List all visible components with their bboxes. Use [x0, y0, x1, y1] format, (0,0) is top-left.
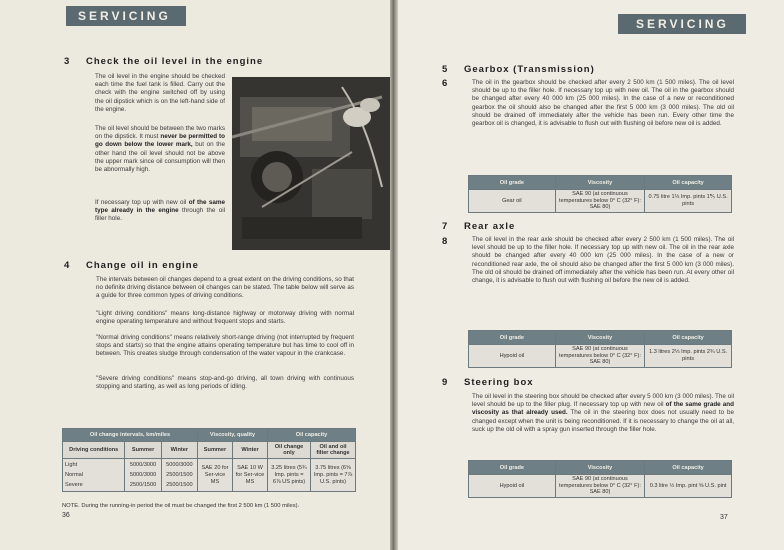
viscosity-summer: SAE 20 for Ser-vice MS	[198, 459, 233, 492]
interval-value: 2500/1500	[166, 482, 193, 488]
item-label: 8	[442, 236, 449, 247]
header-viscosity: Viscosity	[555, 176, 644, 190]
section-number: 5	[442, 64, 449, 75]
rear-axle-oil-table	[468, 330, 732, 368]
warning-text: never be permitted to go down below the lower mark,	[95, 133, 225, 149]
header-oil-grade: Oil grade	[469, 331, 556, 345]
section-number: 4	[64, 260, 71, 271]
page-number: 36	[62, 512, 70, 519]
section-heading-gearbox	[442, 64, 595, 75]
header-summer: Summer	[125, 442, 161, 459]
table-row	[469, 475, 732, 498]
condition-severe: Severe	[65, 482, 83, 488]
section-heading-steering-box	[442, 377, 534, 388]
header-winter: Winter	[233, 442, 268, 459]
emphasis-text: of the same type already in the engine	[95, 199, 225, 215]
text: through the oil filler hole.	[95, 207, 226, 223]
item-label: 6	[442, 78, 449, 89]
interval-value: 2500/1500	[166, 472, 193, 478]
header-viscosity: Viscosity	[555, 331, 644, 345]
interval-value: 5000/3000	[129, 472, 157, 478]
condition-light: Light	[65, 462, 78, 468]
paragraph: "Normal driving conditions" means relatively short-range driving (not interrupted by frequent stops and starts) so that the engine attains operating temperature but has time to cool off in between. This creates sludge through condensation of the water vapour in the crankcase.	[96, 334, 354, 358]
page-header-banner: SERVICING	[618, 14, 746, 34]
header-intervals: Oil change intervals, km/miles	[63, 429, 198, 442]
engine-photo	[232, 77, 390, 250]
left-page	[0, 0, 390, 550]
capacity-oil-filter-change: 3.75 litres (6⅝ Imp. pints = 7⅞ U.S. pints)	[311, 459, 356, 492]
header-winter: Winter	[161, 442, 197, 459]
viscosity-value: SAE 90 (at continuous temperatures below 0° C (32° F): SAE 80)	[555, 190, 644, 213]
header-oil-capacity: Oil capacity	[645, 176, 732, 190]
right-page	[398, 0, 784, 550]
oil-grade: Hypoid oil	[469, 475, 556, 498]
viscosity-value: SAE 90 (at continuous temperatures below 0° C (32° F): SAE 80)	[555, 475, 644, 498]
running-in-note: NOTE. During the running-in period the oil must be changed the first 2 500 km (1 500 miles).	[62, 503, 300, 509]
emphasis-text: of the same grade and viscosity as that already used.	[472, 401, 735, 417]
table-row	[469, 345, 732, 368]
header-viscosity: Viscosity	[555, 461, 644, 475]
paragraph	[95, 125, 225, 174]
section-title: Gearbox (Transmission)	[464, 64, 595, 75]
capacity-value: 0.75 litre 1⅓ Imp. pints 1⅗ U.S. pints	[645, 190, 732, 213]
paragraph: "Severe driving conditions" means stop-and-go driving, all town driving with continuous stopping and starting, as well as long periods of idling.	[96, 375, 354, 391]
text: The oil level in the steering box should be checked after every 5 000 km (3 000 miles). The oil level should be up to the filler plug. If necessary top up with new oil	[472, 393, 734, 409]
header-oil-filter-change: Oil and oil filter change	[311, 442, 356, 459]
text: but on the other hand the oil level should not be above the upper mark since oil consumption will then be abnormally high.	[95, 141, 226, 174]
oil-change-table	[62, 428, 356, 492]
section-title: Check the oil level in the engine	[86, 56, 264, 67]
paragraph: "Light driving conditions" means long-distance highway or motorway driving with normal engine operating temperature and without frequent stops and starts.	[96, 310, 354, 326]
header-oil-capacity: Oil capacity	[645, 461, 732, 475]
header-viscosity: Viscosity, quality	[198, 429, 268, 442]
header-oil-grade: Oil grade	[469, 461, 556, 475]
gear-oil-table	[468, 175, 732, 213]
interval-value: 5000/3000	[129, 462, 157, 468]
condition-normal: Normal	[65, 472, 84, 478]
paragraph: The oil level in the engine should be checked each time the fuel tank is filled. Carry out the check with the engine switched off by using the oil dipstick which is on the left-hand side of the engine.	[95, 73, 225, 113]
text: If necessary top up with new oil	[95, 199, 187, 206]
header-summer: Summer	[198, 442, 233, 459]
section-title: Rear axle	[464, 221, 516, 232]
paragraph: The oil in the gearbox should be checked after every 2 500 km (1 500 miles). The oil level should be up to the filler hole. If necessary top up with new oil. The oil in the gearbox should be changed after every 40 000 km (25 000 miles). In the case of a new or reconditioned gearbox the oil should also be changed after the first 5 000 km (3 000 miles). The old oil should be drained off immediately after the vehicle has been run. Every other time the gearbox oil is changed, it is advisable to flush out with flushing oil before new oil is added.	[472, 79, 734, 128]
text: The oil level should be between the two marks on the dipstick. It must	[95, 125, 225, 141]
interval-value: 2500/1500	[129, 482, 157, 488]
section-heading-check-oil	[64, 56, 263, 67]
viscosity-value: SAE 90 (at continuous temperatures below 0° C (32° F): SAE 80)	[555, 345, 644, 368]
book-spine	[390, 0, 398, 550]
section-title: Change oil in engine	[86, 260, 199, 271]
page-header-banner: SERVICING	[66, 6, 186, 26]
capacity-value: 1.3 litres 2⅓ Imp. pints 2¾ U.S. pints	[645, 345, 732, 368]
section-heading-rear-axle	[442, 221, 515, 232]
section-title: Steering box	[464, 377, 534, 388]
capacity-value: 0.3 litre ½ Imp. pint ⅝ U.S. pint	[645, 475, 732, 498]
paragraph	[472, 393, 734, 434]
steering-box-oil-table	[468, 460, 732, 498]
engine-bay-illustration	[232, 77, 390, 250]
section-number: 7	[442, 221, 449, 232]
paragraph: The intervals between oil changes depend to a great extent on the driving conditions, so that no definite driving distance between oil changes can be stated. The table below will serve as a guide for three common types of driving conditions.	[96, 276, 354, 300]
page-number: 37	[720, 514, 728, 521]
table-row	[63, 459, 356, 492]
header-oil-change: Oil change only	[268, 442, 311, 459]
oil-grade: Hypoid oil	[469, 345, 556, 368]
section-heading-change-oil	[64, 260, 199, 271]
header-oil-grade: Oil grade	[469, 176, 556, 190]
header-driving: Driving conditions	[63, 442, 125, 459]
table-row	[469, 190, 732, 213]
section-number: 3	[64, 56, 71, 67]
interval-value: 5000/3000	[166, 462, 193, 468]
section-number: 9	[442, 377, 449, 388]
paragraph: The oil level in the rear axle should be checked after every 2 500 km (1 500 miles). The oil level should be up to the filler hole. If necessary top up with new oil. The oil in the rear axle should be changed after every 40 000 km (25 000 miles). In the case of a new or reconditioned rear axle, the oil should also be changed after the first 5 000 km (3 000 miles). The old oil should be drained off immediately after the vehicle has been run. At every other oil change, it is advisable to flush out with flushing oil before the new oil is added.	[472, 236, 734, 285]
header-capacity: Oil capacity	[268, 429, 356, 442]
header-oil-capacity: Oil capacity	[645, 331, 732, 345]
viscosity-winter: SAE 10 W for Ser-vice MS	[233, 459, 268, 492]
text: The oil in the steering box does not usually need to be changed except when the unit is being reconditioned. If it is necessary to change the oil at all, suck up the old oil with a spray gun inserted through the filler hole.	[472, 409, 734, 433]
paragraph	[95, 199, 225, 224]
oil-grade: Gear oil	[469, 190, 556, 213]
capacity-oil-change: 3.25 litres (5¾ Imp. pints = 6⅞ US pints)	[268, 459, 311, 492]
